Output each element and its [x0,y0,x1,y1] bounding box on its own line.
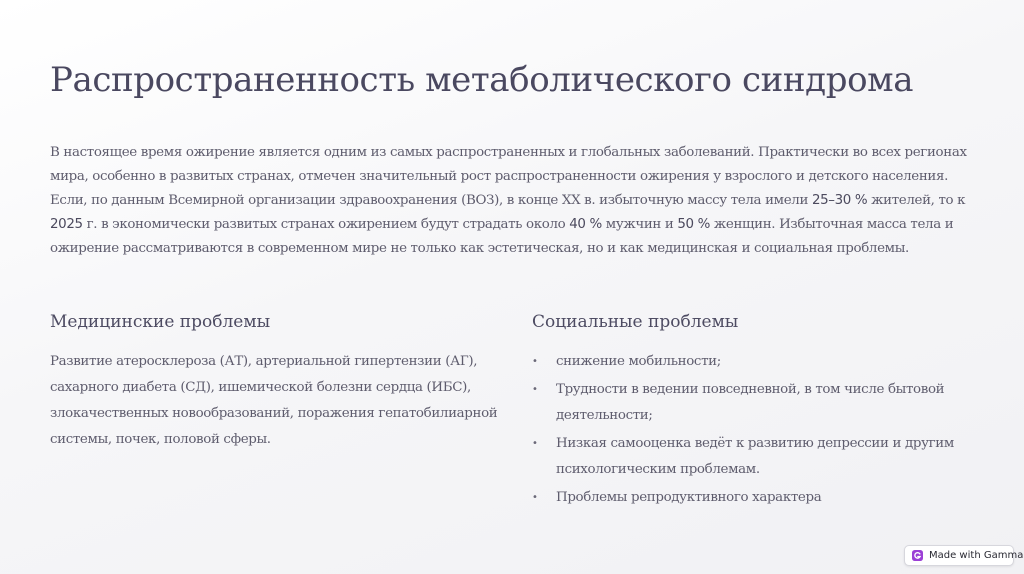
made-with-gamma-badge[interactable] [904,545,1024,566]
intro-highlight-men-percent: 40 % [569,217,602,232]
intro-paragraph [50,141,980,261]
intro-text-1: В настоящее время ожирение является одним из самых распространенных и глобальных заболеваний. Практически во всех регионах мира, особенно в развитых странах, отмечен значительный рост распространенности ожирения у взрослого и детского населения. Если, по данным Всемирной организации здравоохранения (ВОЗ), в конце XX в. избыточную массу тела имели [50,145,967,208]
intro-text-3: г. в экономически развитых странах ожирением будут страдать около [82,217,570,232]
gamma-logo-icon [912,550,923,561]
bullet-icon: • [532,492,538,503]
list-item-text: Трудности в ведении повседневной, в том числе бытовой деятельности; [556,382,945,423]
intro-text-5: женщин. Избыточная масса тела и ожирение рассматриваются в современном мире не только как эстетическая, но и как медицинская и социальная проблемы. [50,217,954,256]
list-item-text: Проблемы репродуктивного характера [556,490,822,505]
medical-problems-text: Развитие атеросклероза (АТ), артериальной гипертензии (АГ), сахарного диабета (СД), ишемической болезни сердца (ИБС), злокачественных новообразований, поражения гепатобилиарной системы, почек, половой сферы. [50,354,498,447]
list-item [532,431,972,483]
page-title: Распространенность метаболического синдрома [50,60,914,100]
bullet-icon: • [532,356,538,367]
social-problems-heading: Социальные проблемы [532,312,739,332]
intro-text-2: жителей, то к [867,193,966,208]
intro-highlight-year: 2025 [50,217,83,232]
list-item-text: Низкая самооценка ведёт к развитию депрессии и другим психологическим проблемам. [556,436,954,477]
list-item-text: снижение мобильности; [556,354,721,369]
intro-highlight-women-percent: 50 % [677,217,710,232]
bullet-icon: • [532,438,538,449]
badge-label: Made with Gamma [929,550,1024,561]
intro-text-4: мужчин и [601,217,678,232]
social-problems-list [532,349,972,511]
list-item [532,377,972,429]
intro-highlight-percent-range: 25–30 % [811,193,868,208]
list-item [532,349,972,375]
list-item [532,485,972,511]
medical-problems-heading: Медицинские проблемы [50,312,271,332]
bullet-icon: • [532,384,538,395]
